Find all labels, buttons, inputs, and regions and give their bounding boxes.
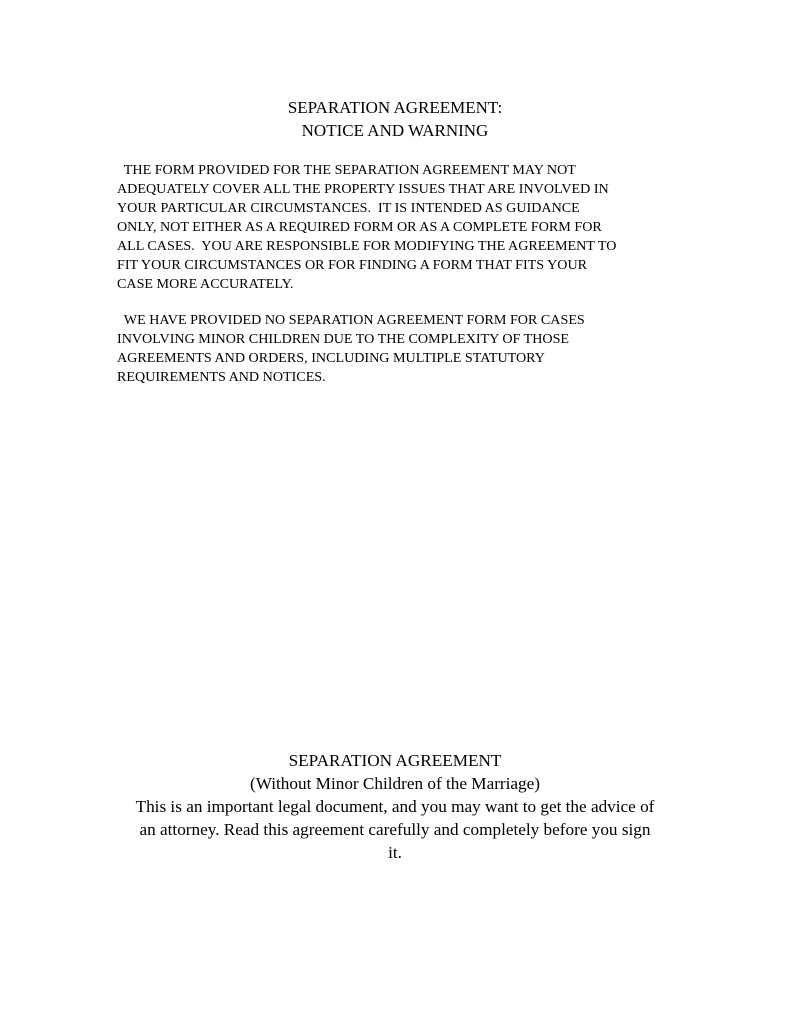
paragraph-line: INVOLVING MINOR CHILDREN DUE TO THE COMPLEXITY OF THOSE	[117, 331, 570, 347]
agreement-subtitle: (Without Minor Children of the Marriage)	[250, 774, 540, 793]
paragraph-line: THE FORM PROVIDED FOR THE SEPARATION AGREEMENT MAY NOT	[117, 162, 576, 178]
paragraph-line: REQUIREMENTS AND NOTICES.	[117, 369, 326, 385]
paragraph-line: YOUR PARTICULAR CIRCUMSTANCES. IT IS INTENDED AS GUIDANCE	[117, 200, 580, 216]
paragraph-line: CASE MORE ACCURATELY.	[117, 276, 294, 292]
notice-heading	[0, 96, 790, 142]
agreement-heading-block	[0, 749, 790, 864]
advice-line: an attorney. Read this agreement carefully and completely before you sign	[139, 820, 651, 839]
paragraph-line: AGREEMENTS AND ORDERS, INCLUDING MULTIPLE STATUTORY	[117, 350, 545, 366]
advice-line: it.	[388, 843, 402, 862]
paragraph-line: ADEQUATELY COVER ALL THE PROPERTY ISSUES THAT ARE INVOLVED IN	[117, 181, 609, 197]
paragraph-line: ALL CASES. YOU ARE RESPONSIBLE FOR MODIFYING THE AGREEMENT TO	[117, 238, 617, 254]
agreement-title: SEPARATION AGREEMENT	[288, 751, 502, 770]
paragraph-line: FIT YOUR CIRCUMSTANCES OR FOR FINDING A FORM THAT FITS YOUR	[117, 257, 588, 273]
paragraph-line: WE HAVE PROVIDED NO SEPARATION AGREEMENT FORM FOR CASES	[117, 312, 585, 328]
notice-title-line-2: NOTICE AND WARNING	[301, 121, 489, 140]
advice-line: This is an important legal document, and you may want to get the advice of	[135, 797, 655, 816]
notice-paragraph-2	[117, 311, 677, 387]
notice-title-line-1: SEPARATION AGREEMENT:	[287, 98, 503, 117]
notice-paragraph-1	[117, 161, 677, 294]
paragraph-line: ONLY, NOT EITHER AS A REQUIRED FORM OR AS A COMPLETE FORM FOR	[117, 219, 602, 235]
